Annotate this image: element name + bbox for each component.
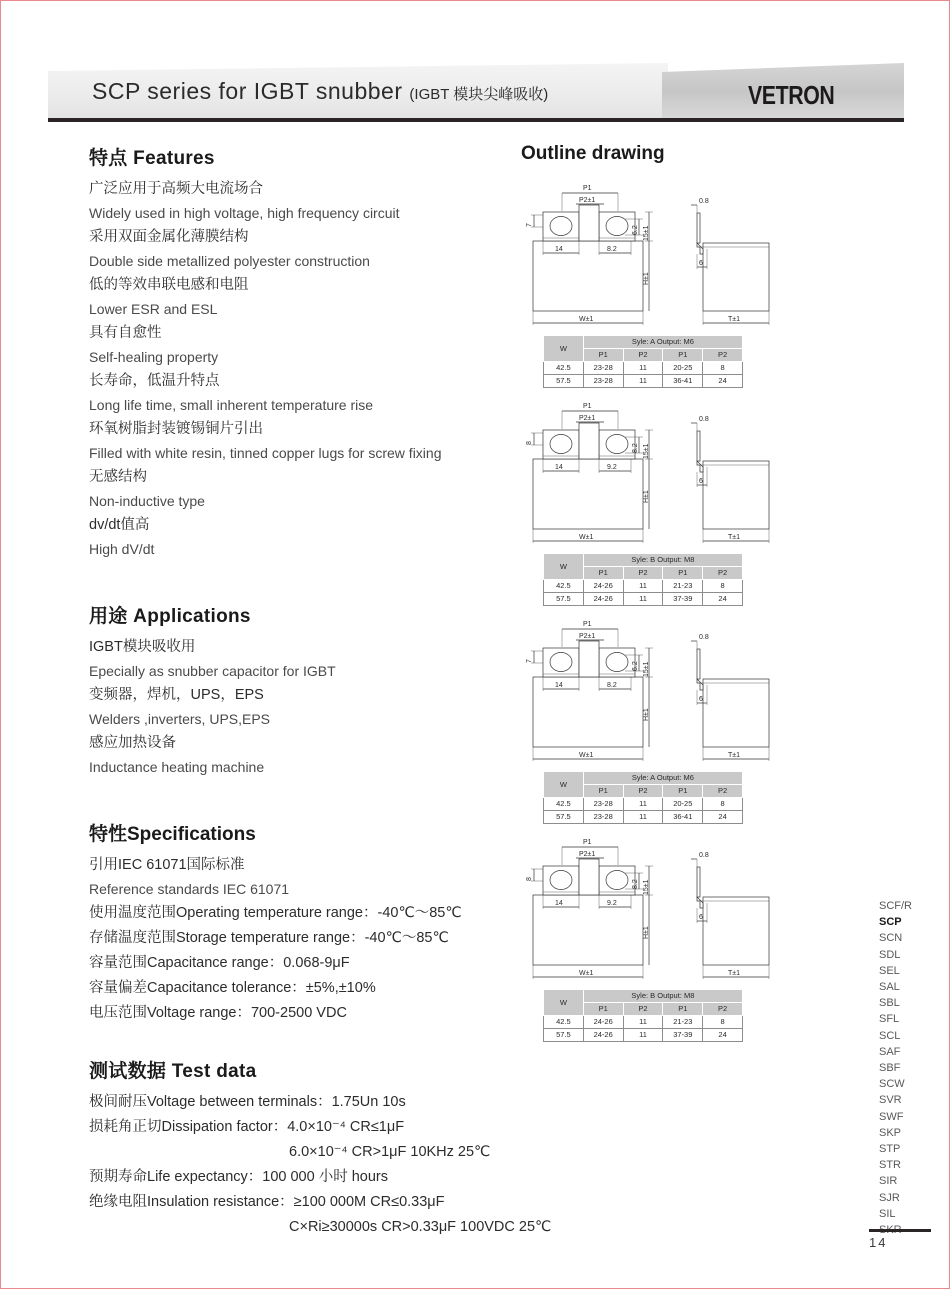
table-row <box>544 362 743 375</box>
table-row <box>544 375 743 388</box>
page-title-main: SCP series for IGBT snubber <box>92 78 410 104</box>
feature-item-en: Self-healing property <box>89 349 219 365</box>
table-cell: 20-25 <box>663 798 703 811</box>
feature-item-cn: 采用双面金属化薄膜结构 <box>89 229 249 245</box>
left-content-column <box>89 143 559 1240</box>
test-data-row: 6.0×10⁻⁴ CR>1μF 10KHz 25℃ <box>289 1144 491 1160</box>
table-row <box>544 1029 743 1042</box>
outline-drawing-block <box>521 393 861 611</box>
table-cell: 24-26 <box>583 1029 623 1042</box>
applications-heading: 用途 Applications <box>89 606 251 627</box>
table-header-row <box>544 990 743 1003</box>
svg-text:9.2: 9.2 <box>607 464 617 471</box>
series-item-stp[interactable]: STP <box>879 1143 901 1156</box>
brand-logo: VETRON <box>748 80 835 110</box>
specification-row: 存储温度范围Storage temperature range：-40℃～85℃ <box>89 930 449 946</box>
table-cell: 8 <box>703 580 743 593</box>
series-item-saf[interactable]: SAF <box>879 1045 901 1058</box>
applications-section <box>89 601 559 779</box>
test-data-row: 损耗角正切Dissipation factor：4.0×10⁻⁴ CR≤1μF <box>89 1119 405 1135</box>
svg-text:6: 6 <box>699 260 703 267</box>
dimension-table <box>543 989 743 1042</box>
table-cell: 11 <box>623 375 663 388</box>
specifications-rows <box>89 901 559 1026</box>
table-cell: 57.5 <box>544 375 584 388</box>
table-cell: 24 <box>703 1029 743 1042</box>
specification-row: 容量范围Capacitance range：0.068-9μF <box>89 955 350 971</box>
outline-drawing-block <box>521 829 861 1047</box>
feature-item-cn: 广泛应用于高频大电流场合 <box>89 181 263 197</box>
svg-text:0.8: 0.8 <box>699 416 709 423</box>
feature-item-cn: 低的等效串联电感和电阻 <box>89 277 249 293</box>
table-header-style: Syle: B Output: M8 <box>583 990 742 1003</box>
table-cell: 24-26 <box>583 580 623 593</box>
table-cell: 23-28 <box>583 362 623 375</box>
table-subheader-cell: P2 <box>703 785 743 798</box>
table-subheader-cell: P1 <box>583 567 623 580</box>
svg-text:8.2: 8.2 <box>607 246 617 253</box>
table-header-w: W <box>544 554 584 580</box>
table-cell: 11 <box>623 1029 663 1042</box>
series-item-sel[interactable]: SEL <box>879 964 900 977</box>
svg-text:7: 7 <box>526 223 533 227</box>
svg-text:W±1: W±1 <box>579 534 594 541</box>
page-number-rule <box>869 1229 931 1232</box>
series-item-sfl[interactable]: SFL <box>879 1013 900 1026</box>
table-header-w: W <box>544 772 584 798</box>
feature-item-cn: 长寿命，低温升特点 <box>89 373 220 389</box>
dimension-table <box>543 771 743 824</box>
table-header-w: W <box>544 990 584 1016</box>
series-item-sdl[interactable]: SDL <box>879 948 901 961</box>
svg-text:14: 14 <box>555 246 563 253</box>
table-header-row <box>544 554 743 567</box>
svg-text:14: 14 <box>555 682 563 689</box>
outline-drawing-block <box>521 175 861 393</box>
table-cell: 8 <box>703 798 743 811</box>
application-item-en: Epecially as snubber capacitor for IGBT <box>89 663 336 679</box>
table-subheader-cell: P1 <box>663 349 703 362</box>
svg-text:15±1: 15±1 <box>643 879 650 895</box>
series-item-sbl[interactable]: SBL <box>879 997 900 1010</box>
series-item-sal[interactable]: SAL <box>879 981 900 994</box>
dimension-table <box>543 553 743 606</box>
svg-text:6: 6 <box>699 478 703 485</box>
svg-text:T±1: T±1 <box>728 752 741 759</box>
table-row <box>544 1016 743 1029</box>
series-item-scf-r[interactable]: SCF/R <box>879 900 912 912</box>
applications-list <box>89 635 559 779</box>
table-cell: 8 <box>703 362 743 375</box>
table-cell: 57.5 <box>544 593 584 606</box>
features-section <box>89 143 559 561</box>
specifications-heading: 特性Specifications <box>89 824 256 845</box>
svg-text:W±1: W±1 <box>579 752 594 759</box>
feature-item-en: Widely used in high voltage, high frequency circuit <box>89 205 400 221</box>
feature-item-en: Non-inductive type <box>89 493 205 509</box>
application-item-cn: 变频器，焊机，UPS，EPS <box>89 687 264 703</box>
table-header-style: Syle: B Output: M8 <box>583 554 742 567</box>
series-item-scn[interactable]: SCN <box>879 932 903 945</box>
table-cell: 24 <box>703 593 743 606</box>
svg-text:15±1: 15±1 <box>643 661 650 677</box>
svg-text:14: 14 <box>555 900 563 907</box>
table-subheader-cell: P1 <box>663 785 703 798</box>
svg-text:P2±1: P2±1 <box>579 851 596 858</box>
feature-item-en: Lower ESR and ESL <box>89 301 218 317</box>
table-cell: 11 <box>623 1016 663 1029</box>
svg-text:P1: P1 <box>583 621 592 628</box>
table-header-style: Syle: A Output: M6 <box>583 772 742 785</box>
test-data-section <box>89 1056 559 1240</box>
outline-drawing-block <box>521 611 861 829</box>
svg-text:8: 8 <box>526 441 533 445</box>
table-row <box>544 798 743 811</box>
specification-row: 容量偏差Capacitance tolerance：±5%,±10% <box>89 980 376 996</box>
svg-text:15±1: 15±1 <box>643 225 650 241</box>
svg-text:0.8: 0.8 <box>699 634 709 641</box>
test-data-row: 绝缘电阻Insulation resistance：≥100 000M CR≤0.33μF <box>89 1194 445 1210</box>
application-item-en: Welders ,inverters, UPS,EPS <box>89 711 271 727</box>
table-cell: 42.5 <box>544 362 584 375</box>
table-header-w: W <box>544 336 584 362</box>
svg-text:7: 7 <box>526 659 533 663</box>
table-cell: 57.5 <box>544 811 584 824</box>
svg-text:T±1: T±1 <box>728 316 741 323</box>
svg-text:W±1: W±1 <box>579 970 594 977</box>
test-data-rows <box>89 1090 559 1240</box>
spec-reference-cn: 引用IEC 61071国际标准 <box>89 857 245 873</box>
table-cell: 23-28 <box>583 811 623 824</box>
outline-drawing-heading: Outline drawing <box>521 143 665 164</box>
series-item-sir[interactable]: SIR <box>879 1175 898 1188</box>
svg-text:6: 6 <box>699 914 703 921</box>
application-item-cn: 感应加热设备 <box>89 735 176 751</box>
table-cell: 36-41 <box>663 811 703 824</box>
feature-item-cn: 环氧树脂封装镀锡铜片引出 <box>89 421 263 437</box>
series-item-sjr[interactable]: SJR <box>879 1191 900 1204</box>
test-data-row: C×Ri≥30000s CR>0.33μF 100VDC 25℃ <box>289 1219 552 1235</box>
test-data-row: 极间耐压Voltage between terminals：1.75Un 10s <box>89 1094 406 1110</box>
drawings-container <box>521 175 881 1047</box>
table-cell: 37-39 <box>663 1029 703 1042</box>
features-heading: 特点 Features <box>89 148 215 169</box>
table-subheader-cell: P2 <box>623 785 663 798</box>
feature-item-en: Double side metallized polyester construction <box>89 253 370 269</box>
specifications-section <box>89 819 559 1026</box>
table-subheader-cell: P2 <box>623 567 663 580</box>
application-item-en: Inductance heating machine <box>89 759 265 775</box>
feature-item-en: Long life time, small inherent temperature rise <box>89 397 374 413</box>
table-row <box>544 811 743 824</box>
series-item-sil[interactable]: SIL <box>879 1207 896 1220</box>
feature-item-cn: 无感结构 <box>89 469 147 485</box>
svg-text:6: 6 <box>699 696 703 703</box>
feature-item-en: High dV/dt <box>89 541 155 557</box>
svg-text:8.2: 8.2 <box>632 443 639 453</box>
table-cell: 24-26 <box>583 593 623 606</box>
table-cell: 24-26 <box>583 1016 623 1029</box>
svg-text:P1: P1 <box>583 185 592 192</box>
svg-text:W±1: W±1 <box>579 316 594 323</box>
dimension-table <box>543 335 743 388</box>
spec-reference-en: Reference standards IEC 61071 <box>89 881 290 897</box>
table-cell: 23-28 <box>583 798 623 811</box>
table-cell: 57.5 <box>544 1029 584 1042</box>
page-header <box>48 63 904 121</box>
svg-text:0.8: 0.8 <box>699 198 709 205</box>
series-item-sbf[interactable]: SBF <box>879 1062 901 1075</box>
svg-text:P1: P1 <box>583 403 592 410</box>
table-subheader-cell: P2 <box>703 349 743 362</box>
page-title <box>92 78 548 105</box>
table-cell: 20-25 <box>663 362 703 375</box>
table-cell: 8 <box>703 1016 743 1029</box>
svg-text:6.2: 6.2 <box>632 225 639 235</box>
svg-text:P2±1: P2±1 <box>579 197 596 204</box>
table-cell: 24 <box>703 375 743 388</box>
table-subheader-cell: P1 <box>583 785 623 798</box>
feature-item-cn: 具有自愈性 <box>89 325 162 341</box>
application-item-cn: IGBT模块吸收用 <box>89 639 196 655</box>
specification-row: 电压范围Voltage range：700-2500 VDC <box>89 1005 347 1021</box>
svg-text:14: 14 <box>555 464 563 471</box>
svg-text:T±1: T±1 <box>728 534 741 541</box>
table-cell: 11 <box>623 798 663 811</box>
table-cell: 21-23 <box>663 1016 703 1029</box>
svg-text:8: 8 <box>526 877 533 881</box>
test-data-row: 预期寿命Life expectancy：100 000 小时 hours <box>89 1169 388 1185</box>
header-rule <box>48 118 904 122</box>
feature-item-cn: dv/dt值高 <box>89 517 150 533</box>
table-subheader-cell: P1 <box>583 349 623 362</box>
feature-item-en: Filled with white resin, tinned copper lugs for screw fixing <box>89 445 442 461</box>
table-cell: 11 <box>623 362 663 375</box>
series-item-svr[interactable]: SVR <box>879 1094 902 1107</box>
table-subheader-cell: P2 <box>703 567 743 580</box>
test-data-heading: 测试数据 Test data <box>89 1061 257 1082</box>
svg-text:H±1: H±1 <box>643 490 650 503</box>
table-cell: 37-39 <box>663 593 703 606</box>
page-title-sub: (IGBT 模块尖峰吸收) <box>409 86 549 103</box>
series-item-skp[interactable]: SKP <box>879 1126 902 1139</box>
svg-text:15±1: 15±1 <box>643 443 650 459</box>
svg-text:H±1: H±1 <box>643 272 650 285</box>
table-subheader-cell: P2 <box>623 1003 663 1016</box>
table-row <box>544 593 743 606</box>
table-cell: 23-28 <box>583 375 623 388</box>
table-subheader-cell: P1 <box>583 1003 623 1016</box>
table-subheader-cell: P1 <box>663 567 703 580</box>
table-cell: 21-23 <box>663 580 703 593</box>
table-cell: 42.5 <box>544 580 584 593</box>
outline-drawing-column <box>521 143 881 1047</box>
table-cell: 42.5 <box>544 1016 584 1029</box>
svg-text:6.2: 6.2 <box>632 661 639 671</box>
svg-text:8.2: 8.2 <box>632 879 639 889</box>
features-list <box>89 177 559 561</box>
svg-text:P1: P1 <box>583 839 592 846</box>
svg-text:P2±1: P2±1 <box>579 415 596 422</box>
svg-text:T±1: T±1 <box>728 970 741 977</box>
series-sidebar[interactable] <box>869 898 931 1238</box>
svg-text:0.8: 0.8 <box>699 852 709 859</box>
svg-text:H±1: H±1 <box>643 926 650 939</box>
series-item-swf[interactable]: SWF <box>879 1110 904 1123</box>
table-cell: 11 <box>623 811 663 824</box>
table-cell: 24 <box>703 811 743 824</box>
svg-text:9.2: 9.2 <box>607 900 617 907</box>
table-subheader-cell: P2 <box>623 349 663 362</box>
table-cell: 42.5 <box>544 798 584 811</box>
table-cell: 36-41 <box>663 375 703 388</box>
table-header-row <box>544 772 743 785</box>
table-subheader-cell: P2 <box>703 1003 743 1016</box>
series-item-scp[interactable]: SCP <box>879 916 902 929</box>
specification-row: 使用温度范围Operating temperature range：-40℃～85℃ <box>89 905 462 921</box>
series-item-scw[interactable]: SCW <box>879 1078 905 1091</box>
svg-text:H±1: H±1 <box>643 708 650 721</box>
page-number: 14 <box>869 1235 888 1250</box>
svg-text:8.2: 8.2 <box>607 682 617 689</box>
table-cell: 11 <box>623 593 663 606</box>
table-cell: 11 <box>623 580 663 593</box>
series-item-scl[interactable]: SCL <box>879 1029 901 1042</box>
table-row <box>544 580 743 593</box>
table-header-row <box>544 336 743 349</box>
series-item-str[interactable]: STR <box>879 1159 901 1172</box>
svg-text:P2±1: P2±1 <box>579 633 596 640</box>
table-subheader-cell: P1 <box>663 1003 703 1016</box>
table-header-style: Syle: A Output: M6 <box>583 336 742 349</box>
